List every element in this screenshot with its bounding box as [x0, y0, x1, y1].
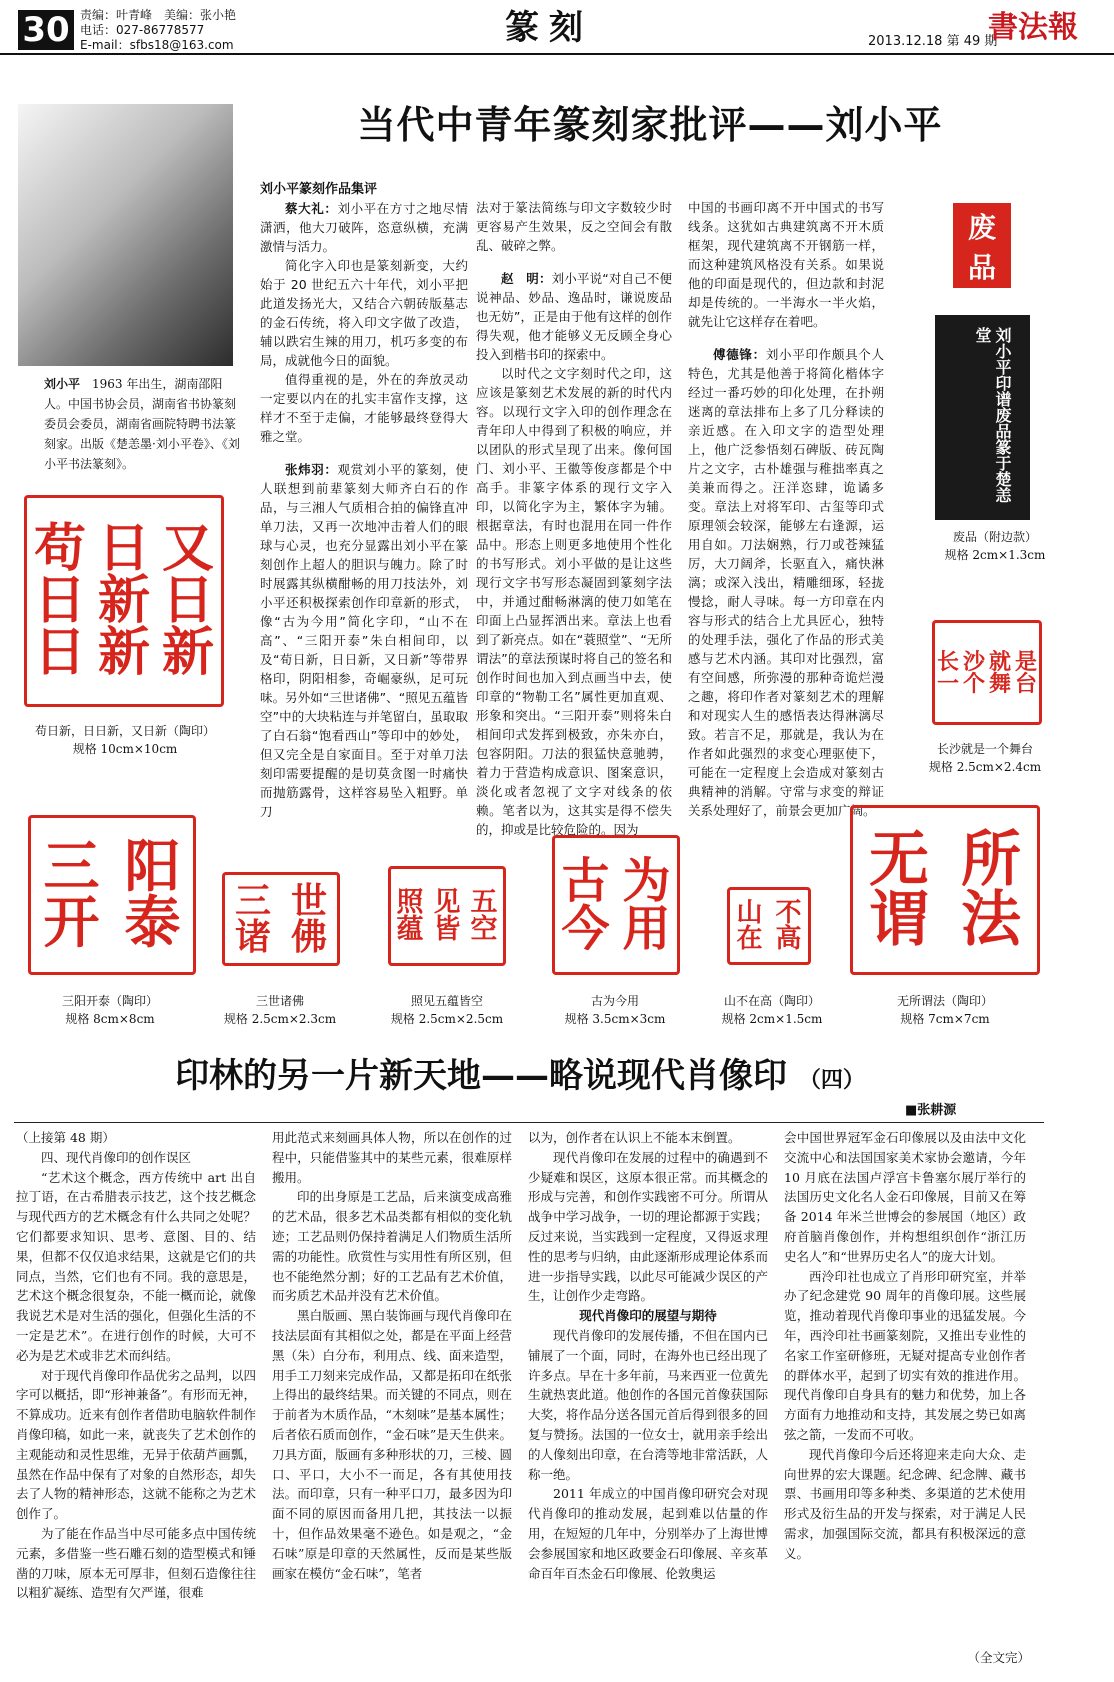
seal-caption: 山不在高（陶印） 规格 2cm×1.5cm: [721, 994, 823, 1026]
paragraph: 现代肖像印的发展传播，不但在国内已铺展了一个面，同时，在海外也已经出现了许多点。早在十多年前，马来西亚一位黄先生就热衷此道。他创作的各国元首像获国际大奖，将作品分送各国元首后得到很多的回复与赞扬。法国的一位女士，就用亲手绘出的人像刻出印章，在台湾等地非常活跃，人称一绝。: [528, 1327, 768, 1482]
article1-column-1: [260, 180, 468, 821]
phone-line: 电话：027-86778577: [80, 23, 205, 37]
page-number: 30: [18, 10, 74, 50]
paragraph: 印的出身原是工艺品，后来演变成高雅的艺术品，很多艺术品类都有相似的变化轨迹；工艺品则仍保持着满足人们物质生活所需的功能性。欣赏性与实用性有所区别，但也不能绝然分割；好的工艺品有艺术价值，而劣质艺术品并没有艺术价值。: [272, 1189, 512, 1304]
seal-wusuoweifa: 无 所 谓 法: [850, 805, 1040, 975]
article1-column-3: [688, 198, 884, 820]
paragraph: 现代肖像印在发展的过程中的确遇到不少疑难和误区，这原本很正常。而其概念的形成与完善，和创作实践密不可分。所谓从战争中学习战争，一切的理论都源于实践；反过来说，当实践到一定程度，又得返求理性的思考与归纳，由此逐渐形成理论体系而进一步指导实践，以此尽可能减少误区的产生，让创作少走弯路。: [528, 1149, 768, 1304]
bio-text: 1963 年出生，湖南邵阳人。中国书协会员，湖南省书协篆刻委员会委员，湖南省画院特聘书法篆刻家。出版《楚恙墨·刘小平卷》、《刘小平书法篆刻》。: [44, 377, 240, 471]
bio-caption: [44, 374, 242, 474]
seal-caption: 废品（附边款） 规格 2cm×1.3cm: [944, 530, 1046, 562]
bio-name: 刘小平: [44, 377, 81, 391]
paragraph: “艺术这个概念，西方传统中 art 出自拉丁语，在古希腊表示技艺，这个技艺概念与现代西方的艺术概念有什么共同之处呢？它们都要求知识、思考、意图、目的、结果，但都不仅仅追求结果，这就是它们的共同点，当然，它们也有不同。我的意思是，艺术这个概念很复杂，不能一概而论，就像我说艺术是对生活的强化，但强化生活的不一定是艺术”。在进行创作的时候，大可不必为是艺术或非艺术而纠结。: [16, 1169, 256, 1363]
paragraph: 黑白版画、黑白装饰画与现代肖像印在技法层面有其相似之处，都是在平面上经营黑（朱）白分布，利用点、线、面来造型，用手工刀刻来完成作品，又都是拓印在纸张上得出的最终结果。而关键的不同点，则在于前者为木质作品，“木刻味”是基本属性；后者依石质而创作，“金石味”是天生供来。刀具方面，版画有多种形状的刀，三棱、圆口、平口，大小不一而足，各有其使用技法。而印章，只有一种平口刀，最多因为印面不同的原因而备用几把，其技法一以振十，但作品效果毫不逊色。如是观之，“金石味”原是印章的天然属性，反而是某些版画家在模仿“金石味”，笔者: [272, 1308, 512, 1581]
seal-feipin: 废 品: [953, 203, 1011, 288]
section-title: 篆刻: [505, 8, 593, 48]
seal-caption: 照见五蕴皆空 规格 2.5cm×2.5cm: [390, 994, 504, 1026]
paragraph: 为了能在作品当中尽可能多点中国传统元素，多借鉴一些石雕石刻的造型模式和锤凿的刀味，原本无可厚非，但刻石造像往往以粗犷凝练、造型有欠严谨，很难: [16, 1525, 256, 1601]
seal-guweijin: 古 为 今 用: [552, 835, 680, 975]
article2-column-2: [272, 1128, 512, 1583]
paragraph: 2011 年成立的中国肖像印研究会对现代肖像印的推动发展，起到难以估量的作用，在短短的几年中，分别举办了上海世博会参展国家和地区政要金石印像展、辛亥革命百年百杰金石印像展、伦敦奥运: [528, 1486, 768, 1581]
article2-author: ■张耕源: [905, 1103, 957, 1118]
paragraph: 法对于篆法简练与印文字数较少时更容易产生效果，反之空间会有散乱、破碎之弊。: [476, 200, 672, 253]
paragraph: 赵 明：刘小平说“对自己不便说神品、妙品、逸品时，谦说废品也无妨”，正是由于他有这样的创作得失观，他才能够义无反顾全身心投入到楷书印的探索中。: [476, 271, 672, 362]
article1-column-2: [476, 198, 672, 839]
paragraph: 值得重视的是，外在的奔放灵动一定要以内在的扎实丰富作支撑，这样才不至于走偏，才能够最终登得大雅之堂。: [260, 372, 468, 444]
paragraph: 简化字入印也是篆刻新变，大约始于 20 世纪五六十年代，刘小平把此道发扬光大，又结合六朝砖版墓志的金石传统，将入印文字做了改造，辅以跌宕生辣的用刀，机巧多变的布局，成就他今日的面貌。: [260, 258, 468, 368]
paragraph: 会中国世界冠军金石印像展以及由法中文化交流中心和法国国家美术家协会邀请，今年 10 月底在法国卢浮宫卡鲁塞尔展厅举行的法国历史文化名人金石印像展，目前又在筹备 2014 年米兰世博会的参展国（地区）政府首脑肖像创作，并构想组织创作“浙江历史名人”和“世界历史名人”的庞大计划。: [784, 1130, 1026, 1264]
paragraph: 张炜羽：观赏刘小平的篆刻，使人联想到前辈篆刻大师齐白石的作品，与三湘人气质相合拍的偏锋直冲单刀法，又再一次地冲击着人们的眼球与心灵，也充分显露出刘小平在篆刻创作上超人的胆识与魄力。除了时时展露其纵横酣畅的用刀技法外，刘小平还积极探索创作印章新的形式，像“古为今用”简化字印，“山不在高”、“三阳开泰”朱白相间印，以及“荀日新，日日新，又日新”等带界格印，阴阳相参，奇崛豪纵，足可玩味。另外如“三世诸佛”、“照见五蕴皆空”中的大块粘连与并笔留白，虽取取了白石翁“饱看西山”等印中的妙处，但又完全是自家面目。至于对单刀法刻印需要提醒的是切莫贪图一时痛快而抛筋露骨，这样容易坠入粗野。单刀: [260, 462, 468, 819]
seal-caption: 无所谓法（陶印） 规格 7cm×7cm: [896, 994, 993, 1026]
seal-caption: 三世诸佛 规格 2.5cm×2.3cm: [223, 994, 337, 1026]
article2-column-1: [16, 1128, 256, 1603]
paragraph: 现代肖像印的展望与期待: [579, 1308, 717, 1324]
seal-sanshi: 三 世 诸 佛: [222, 872, 340, 966]
editor-info: [80, 8, 236, 53]
article2-column-3: [528, 1128, 768, 1583]
seal-caption: 长沙就是一个舞台 规格 2.5cm×2.4cm: [928, 742, 1042, 774]
paragraph: 四、现代肖像印的创作误区: [41, 1149, 192, 1165]
article2-title: 印林的另一片新天地——略说现代肖像印 （四）: [175, 1056, 865, 1096]
article1-title: 当代中青年篆刻家批评——刘小平: [357, 103, 943, 147]
divider: [14, 1122, 1044, 1123]
paragraph: 对于现代肖像印作品优劣之品判，以四字可以概括，即“形神兼备”。有形而无神，不算成功。近来有创作者借助电脑软件制作肖像印稿，如此一来，就丧失了艺术创作的主观能动和灵性思维，无异于依葫芦画瓢，虽然在作品中保有了对象的自然形态，却失去了人物的精神形态，这就不能称之为艺术创作了。: [16, 1367, 256, 1522]
column-subtitle: 刘小平篆刻作品集评: [260, 182, 378, 197]
seal-caption: 苟日新，日日新，又日新（陶印） 规格 10cm×10cm: [34, 724, 215, 756]
email-line: E-mail：sfbs18@163.com: [80, 38, 234, 52]
seal-shanbuzai: 山 不 在 高: [727, 887, 811, 965]
seal-side-inscription: 刘小平印谱废品篆于楚恙堂: [935, 315, 1030, 520]
seal-zhaojian: 照 见 五 蕴 皆 空: [388, 866, 506, 966]
paragraph: 现代肖像印今后还将迎来走向大众、走向世界的宏大课题。纪念碑、纪念牌、藏书票、书画用印等多种类、多渠道的艺术使用形式及衍生品的开发与探索，对于满足人民需求，加强国际交流，都具有积极深远的意义。: [784, 1446, 1026, 1561]
seal-caption: 古为今用 规格 3.5cm×3cm: [564, 994, 666, 1026]
end-mark: （全文完）: [967, 1650, 1030, 1665]
seal-goudxin: 苟 日 又 日 新 日 日 新 新: [24, 495, 224, 707]
paragraph: 用此范式来刻画具体人物，所以在创作的过程中，只能借鉴其中的某些元素，很难原样搬用。: [272, 1130, 512, 1185]
seal-sanyang: 三 阳 开 泰: [28, 815, 196, 975]
issue-date: 2013.12.18 第 49 期: [868, 34, 998, 49]
seal-caption: 三阳开泰（陶印） 规格 8cm×8cm: [61, 994, 158, 1026]
paragraph: 傅德锋：刘小平印作颇具个人特色，尤其是他善于将简化楷体字经过一番巧妙的印化处理，在扑朔迷离的章法排布上多了几分释读的亲近感。在入印文字的造型处理上，他广泛参悟刻石碑版、砖瓦陶片之文字，古朴雄强与稚拙率真之美兼而得之。汪洋恣肆，诡谲多变。章法上对将军印、古玺等印式原理领会较深，能够左右逢源，运用自如。刀法娴熟，行刀或苍辣猛厉，大刀阔斧，长驱直入，痛快淋漓；或深入浅出，精雕细琢，轻拢慢捻，耐人寻味。每一方印章在内容与形式的结合上尤具匠心，独特的处理手法，强化了作品的形式美感与艺术内涵。其印对比强烈，富有空间感，所弥漫的那种奇诡烂漫之趣，将印作者对篆刻艺术的理解和对现实人生的感悟表达得淋漓尽致。若言不足，那就是，我认为在作者如此强烈的求变心理驱使下，可能在一定程度上会造成对篆刻古典精神的消解。守常与求变的辩证关系处理好了，前景会更加广阔。: [688, 347, 884, 818]
editors-line: 责编：叶青峰 美编：张小艳: [80, 8, 237, 22]
paragraph: （上接第 48 期）: [16, 1130, 115, 1145]
seal-changsha: 长 沙 就 是 一 个 舞 台: [932, 620, 1042, 725]
paragraph: 中国的书画印离不开中国式的书写线条。这犹如古典建筑离不开木质框架，现代建筑离不开钢筋一样，而这种建筑风格没有关系。如果说他的印面是现代的，但边款和封泥却是传统的。一半海水一半火焰，就先让它这样存在着吧。: [688, 200, 884, 329]
paragraph: 以为，创作者在认识上不能本末倒置。: [528, 1130, 741, 1145]
paragraph: 西泠印社也成立了肖形印研究室，并举办了纪念建党 90 周年的肖像印展。这些展览，推动着现代肖像印事业的迅猛发展。今年，西泠印社书画篆刻院，又推出专业性的名家工作室研修班，无疑对提高专业创作者的群体水平，起到了切实有效的推进作用。现代肖像印自身具有的魅力和优势，加上各方面有力地推动和支持，其发展之势已如离弦之箭，一发而不可收。: [784, 1268, 1026, 1442]
paragraph: 蔡大礼：刘小平在方寸之地尽情潇洒，他大刀破阵，恣意纵横，充满激情与活力。: [260, 201, 468, 254]
paragraph: 以时代之文字刻时代之印，这应该是篆刻艺术发展的新的时代内容。以现行文字入印的创作理念在青年印人中得到了积极的响应，并以团队的形式呈现了出来。像何国门、刘小平、王徽等俊彦都是个中高手。非篆字体系的现行文字入印，以简化字为主，繁体字为辅。根据章法，有时也混用在同一件作品中。形态上则更多地使用个性化的书写形式。刘小平做的是让这些现行文字书写形态凝固到篆刻字法中，并通过酣畅淋漓的使刀如笔在印面上凸显挥洒出来。章法上也看到了新亮点。如在“蓑照堂”、“无所谓法”的章法预谋时将自己的签名和创作时间也加入到点画当中去，使印章的“物勒工名”属性更加直观、形象和突出。“三阳开泰”则将朱白相间印式发挥到极致，亦朱亦白，包容阴阳。刀法的狠猛快意驰骋，着力于营造构成意识、图案意识，淡化或者忽视了文字对线条的依赖。笔者以为，这其实是得不偿失的，抑或是比较危险的。因为: [476, 366, 672, 837]
newspaper-logo: 書法報: [988, 10, 1078, 45]
article2-column-4: [784, 1128, 1026, 1564]
author-photo: [18, 104, 233, 366]
